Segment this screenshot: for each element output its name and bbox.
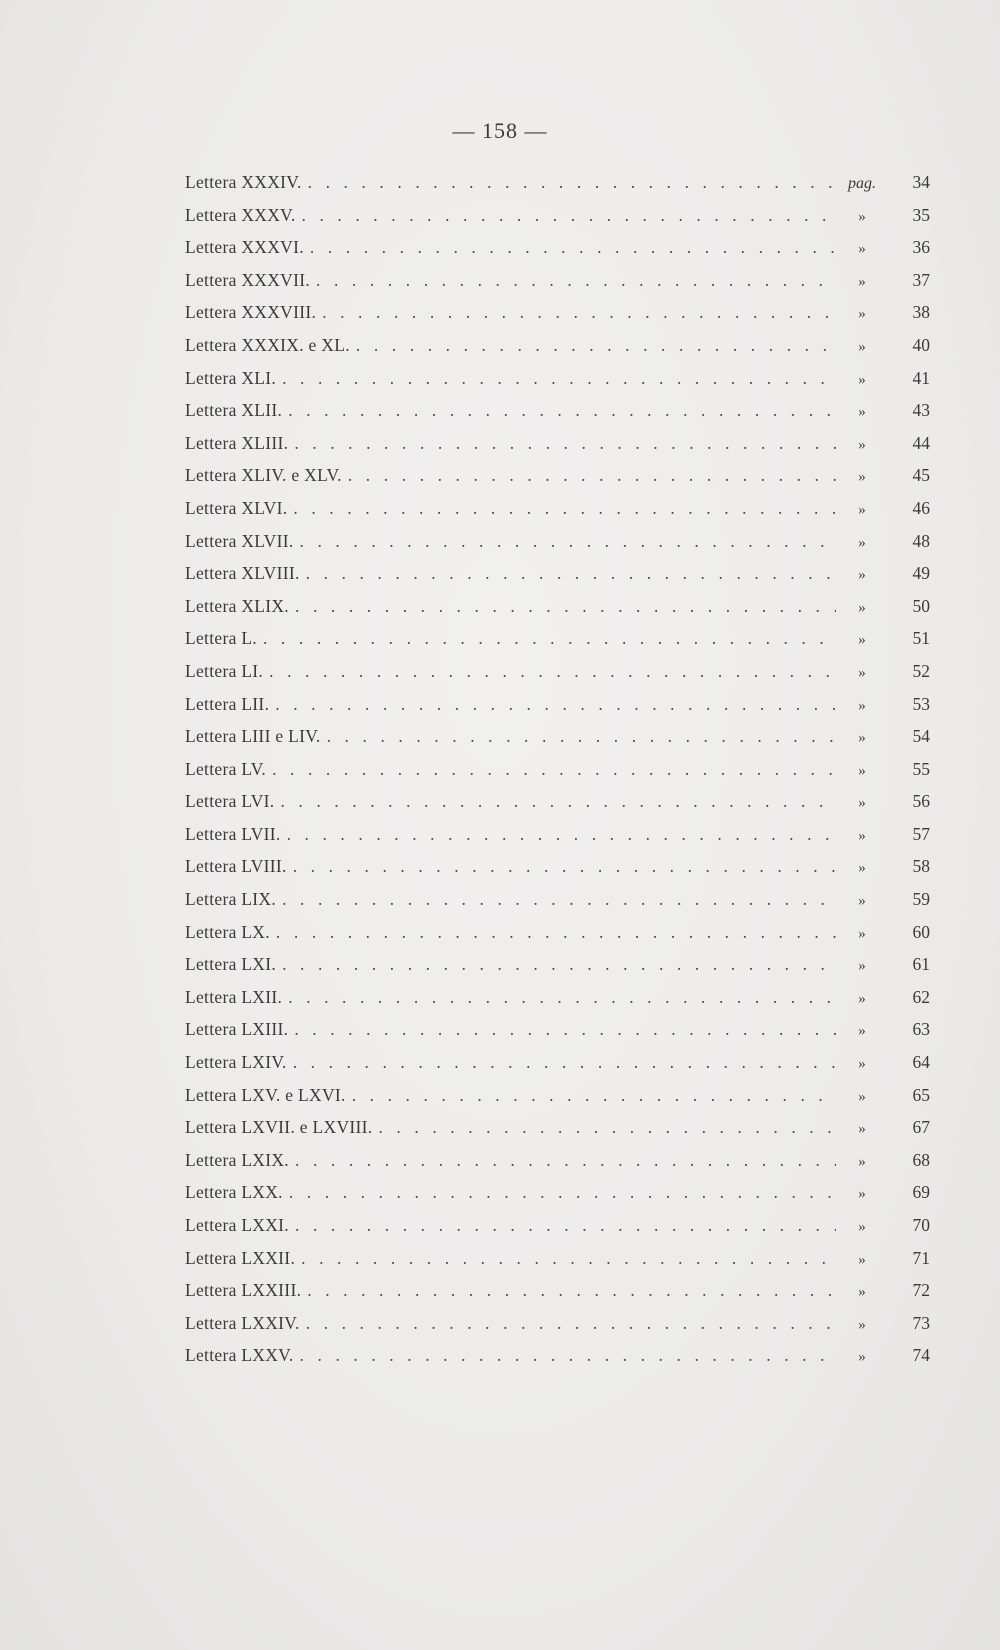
dot-leader	[295, 1209, 836, 1242]
toc-entry-marker: »	[858, 1219, 866, 1235]
toc-entry	[185, 590, 930, 623]
dot-leader	[282, 883, 836, 916]
toc-entry	[185, 785, 930, 818]
toc-entry-page: 38	[912, 302, 930, 323]
toc-entry	[185, 231, 930, 264]
toc-entry-marker: »	[858, 860, 866, 877]
dot-leader	[310, 231, 836, 264]
toc-entry-title: Lettera XLI.	[185, 367, 277, 388]
toc-entry-title: Lettera LXX.	[185, 1182, 283, 1203]
toc-entry-page: 63	[912, 1019, 930, 1040]
toc-entry	[185, 655, 930, 688]
dot-leader	[288, 394, 836, 427]
dot-leader	[276, 916, 836, 949]
toc-entry	[185, 1013, 930, 1046]
dot-leader	[280, 785, 836, 818]
toc-entry	[185, 166, 930, 199]
toc-entry-title: Lettera XXXVIII.	[185, 302, 317, 323]
toc-entry-marker: »	[858, 1186, 866, 1203]
toc-entry-title: Lettera XXXVI.	[185, 237, 304, 258]
toc-entry	[185, 459, 930, 492]
toc-entry	[185, 1144, 930, 1177]
toc-entry-marker: »	[858, 501, 866, 518]
toc-entry-title: Lettera LV.	[185, 758, 267, 779]
toc-entry-marker: »	[858, 534, 866, 551]
dot-leader	[293, 1046, 836, 1079]
toc-entry-page: 34	[912, 172, 930, 192]
toc-entry-marker: »	[858, 1316, 866, 1333]
dot-leader	[287, 818, 836, 851]
toc-entry-title: Lettera XLIX.	[185, 595, 289, 616]
toc-entry	[185, 981, 930, 1014]
toc-entry	[185, 622, 930, 655]
toc-entry	[185, 362, 930, 395]
toc-entry	[185, 1111, 930, 1144]
toc-entry-title: Lettera LVI.	[185, 791, 275, 812]
toc-entry	[185, 329, 930, 362]
toc-entry	[185, 948, 930, 981]
toc-entry-title: Lettera XLVIII.	[185, 563, 300, 584]
dot-leader	[269, 655, 836, 688]
toc-entry-marker: »	[858, 1056, 866, 1073]
toc-entry-page: 55	[912, 758, 930, 779]
toc-entry	[185, 720, 930, 753]
toc-entry-title: Lettera LVIII.	[185, 856, 287, 877]
toc-entry-page: 71	[912, 1247, 930, 1268]
toc-entry-title: Lettera LIX.	[185, 889, 277, 910]
toc-entry-marker: »	[858, 1349, 866, 1366]
toc-entry	[185, 1046, 930, 1079]
toc-entry-page: 60	[912, 921, 930, 942]
dot-leader	[295, 590, 836, 623]
dot-leader	[300, 525, 836, 558]
toc-entry-page: 44	[912, 432, 930, 453]
dot-leader	[302, 199, 837, 232]
dot-leader	[308, 166, 836, 199]
toc-entry-marker: »	[858, 1153, 866, 1170]
toc-entry-title: Lettera XXXIX. e XL.	[185, 334, 350, 355]
toc-entry	[185, 916, 930, 949]
toc-entry-page: 58	[912, 856, 930, 877]
toc-entry	[185, 688, 930, 721]
toc-entry-page: 68	[912, 1149, 930, 1170]
toc-entry-marker: »	[858, 990, 866, 1007]
toc-entry-title: Lettera LXIV.	[185, 1052, 287, 1073]
dot-leader	[356, 329, 836, 362]
toc-entry	[185, 1242, 930, 1275]
toc-entry-title: Lettera LI.	[185, 660, 264, 681]
dot-leader	[293, 850, 836, 883]
toc-entry	[185, 394, 930, 427]
dot-leader	[300, 1339, 836, 1372]
toc-entry-page: 73	[912, 1312, 930, 1333]
toc-entry	[185, 1307, 930, 1340]
toc-entry-marker: »	[858, 469, 866, 486]
toc-entry-marker: »	[858, 795, 866, 812]
dot-leader	[294, 1013, 836, 1046]
toc-entry	[185, 427, 930, 460]
toc-entry-page: 40	[912, 334, 930, 355]
toc-entry-marker: »	[858, 730, 866, 747]
dot-leader	[294, 427, 836, 460]
toc-entry-marker: »	[858, 404, 866, 421]
toc-entry-title: Lettera LXIX.	[185, 1149, 289, 1170]
toc-entry-marker: »	[858, 1284, 866, 1301]
toc-entry-title: Lettera LXII.	[185, 986, 283, 1007]
toc-entry-marker: »	[858, 599, 866, 616]
toc-entry-title: Lettera L.	[185, 628, 257, 649]
toc-entry-title: Lettera LXI.	[185, 954, 277, 975]
toc-entry	[185, 753, 930, 786]
toc-entry	[185, 850, 930, 883]
toc-entry-marker: »	[858, 241, 866, 258]
toc-entry-marker: »	[858, 273, 866, 290]
toc-entry-marker: »	[858, 664, 866, 681]
toc-entry	[185, 818, 930, 851]
toc-entry-title: Lettera XLIV. e XLV.	[185, 465, 342, 486]
toc-entry-title: Lettera LXXIII.	[185, 1280, 302, 1301]
dot-leader	[378, 1111, 836, 1144]
toc-entry-title: Lettera LXXV.	[185, 1345, 294, 1366]
toc-entry-page: 59	[912, 889, 930, 910]
toc-entry-title: Lettera XXXIV.	[185, 172, 302, 192]
dot-leader	[293, 492, 836, 525]
dot-leader	[306, 557, 836, 590]
toc-entry-marker: »	[858, 827, 866, 844]
toc-entry-title: Lettera LII.	[185, 693, 270, 714]
toc-entry	[185, 883, 930, 916]
toc-entry-marker: »	[858, 1023, 866, 1040]
toc-entry-marker: »	[858, 762, 866, 779]
toc-entry-marker: »	[858, 958, 866, 975]
toc-entry-page: 35	[912, 204, 930, 225]
toc-entry-page: 62	[912, 986, 930, 1007]
toc-entry-page: 70	[912, 1215, 930, 1235]
toc-entry-title: Lettera XLII.	[185, 400, 283, 421]
toc-entry-page: 64	[912, 1052, 930, 1073]
toc-entry-page: 69	[912, 1182, 930, 1203]
page-number: — 158 —	[452, 118, 548, 143]
toc-entry	[185, 492, 930, 525]
toc-entry-page: 53	[912, 693, 930, 714]
toc-entry	[185, 1274, 930, 1307]
toc-entry	[185, 525, 930, 558]
toc-entry-page: 74	[912, 1345, 930, 1366]
toc-entry-title: Lettera XLVII.	[185, 530, 294, 551]
toc-entry-page: 49	[912, 563, 930, 584]
toc-entry	[185, 1079, 930, 1112]
toc-entry-page: 43	[912, 400, 930, 421]
dot-leader	[289, 1176, 836, 1209]
toc-entry-page: 52	[912, 660, 930, 681]
toc-entry	[185, 557, 930, 590]
toc-entry	[185, 296, 930, 329]
dot-leader	[301, 1242, 836, 1275]
toc-entry-page: 61	[912, 954, 930, 975]
dot-leader	[282, 948, 836, 981]
toc-entry-title: Lettera LXV. e LXVI.	[185, 1084, 346, 1105]
toc-entry	[185, 1209, 930, 1242]
table-of-contents	[185, 166, 930, 1372]
toc-entry-marker: »	[858, 567, 866, 584]
dot-leader	[275, 688, 836, 721]
toc-entry-marker: »	[858, 1251, 866, 1268]
toc-entry-page: 72	[912, 1280, 930, 1301]
toc-entry-title: Lettera XXXV.	[185, 204, 296, 225]
toc-entry	[185, 199, 930, 232]
toc-entry-title: Lettera LXXII.	[185, 1247, 296, 1268]
toc-entry-marker: »	[858, 697, 866, 714]
toc-entry-marker: »	[858, 306, 866, 323]
dot-leader	[322, 296, 836, 329]
toc-entry-marker: »	[858, 436, 866, 453]
toc-entry-marker: pag.	[848, 175, 876, 192]
dot-leader	[352, 1079, 836, 1112]
dot-leader	[327, 720, 836, 753]
toc-entry-marker: »	[858, 632, 866, 649]
toc-entry-page: 57	[912, 823, 930, 844]
toc-entry-page: 45	[912, 465, 930, 486]
dot-leader	[272, 753, 836, 786]
toc-entry-page: 37	[912, 269, 930, 290]
toc-entry-page: 36	[912, 237, 930, 258]
toc-entry-title: Lettera LIII e LIV.	[185, 726, 321, 747]
toc-entry-page: 54	[912, 726, 930, 747]
toc-entry-title: Lettera XLVI.	[185, 497, 288, 518]
toc-entry	[185, 1339, 930, 1372]
toc-entry-title: Lettera LXXI.	[185, 1215, 289, 1235]
toc-entry-title: Lettera LX.	[185, 921, 270, 942]
toc-entry-title: Lettera LVII.	[185, 823, 281, 844]
toc-entry-marker: »	[858, 208, 866, 225]
toc-entry-title: Lettera LXIII.	[185, 1019, 289, 1040]
toc-entry-marker: »	[858, 893, 866, 910]
dot-leader	[295, 1144, 836, 1177]
toc-entry-title: Lettera XLIII.	[185, 432, 289, 453]
toc-entry-marker: »	[858, 925, 866, 942]
dot-leader	[263, 622, 836, 655]
toc-entry-title: Lettera LXXIV.	[185, 1312, 300, 1333]
toc-entry-marker: »	[858, 1088, 866, 1105]
toc-entry-page: 46	[912, 497, 930, 518]
dot-leader	[348, 459, 836, 492]
toc-entry-page: 48	[912, 530, 930, 551]
toc-entry	[185, 1176, 930, 1209]
toc-entry-title: Lettera XXXVII.	[185, 269, 311, 290]
toc-entry-page: 67	[912, 1117, 930, 1138]
toc-entry-marker: »	[858, 1121, 866, 1138]
dot-leader	[288, 981, 836, 1014]
dot-leader	[306, 1307, 836, 1340]
toc-entry-title: Lettera LXVII. e LXVIII.	[185, 1117, 373, 1138]
toc-entry-page: 50	[912, 595, 930, 616]
dot-leader	[307, 1274, 836, 1307]
toc-entry	[185, 264, 930, 297]
dot-leader	[316, 264, 836, 297]
toc-entry-page: 65	[912, 1084, 930, 1105]
toc-entry-marker: »	[858, 338, 866, 355]
toc-entry-marker: »	[858, 371, 866, 388]
toc-entry-page: 56	[912, 791, 930, 812]
dot-leader	[282, 362, 836, 395]
toc-entry-page: 51	[912, 628, 930, 649]
toc-entry-page: 41	[912, 367, 930, 388]
